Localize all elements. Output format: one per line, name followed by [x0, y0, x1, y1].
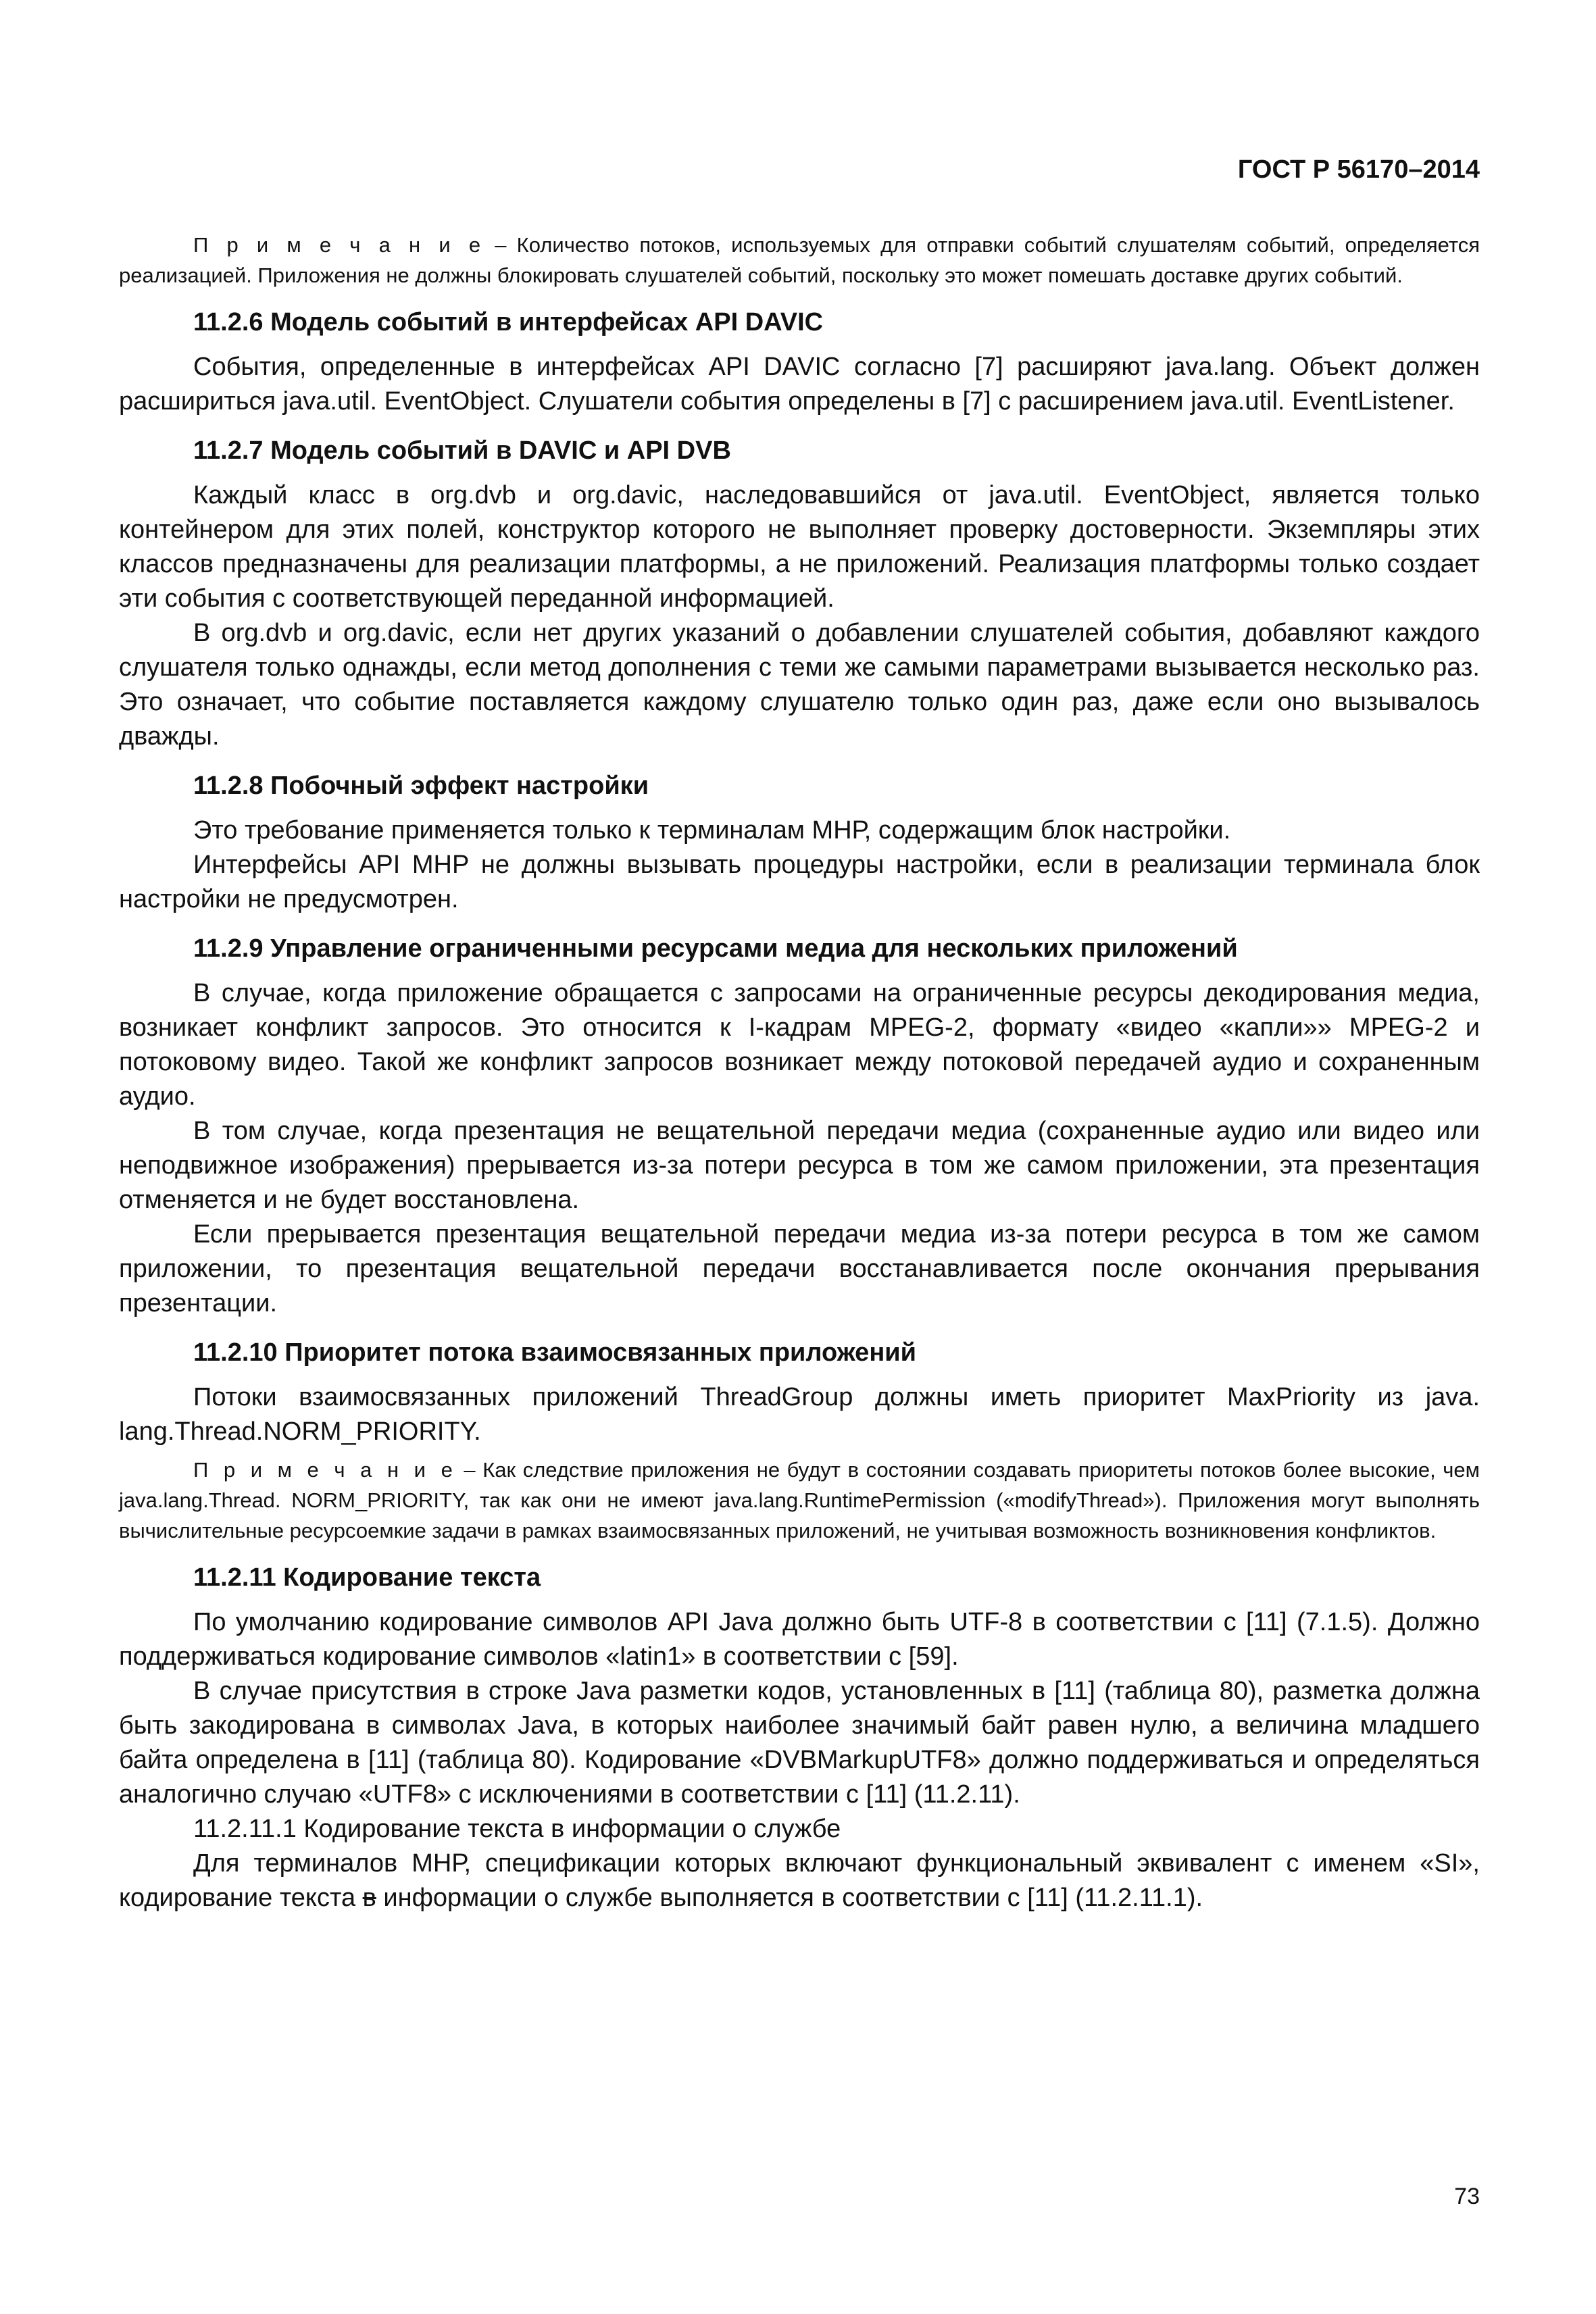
body-paragraph	[119, 1846, 1480, 1915]
spacer	[119, 1449, 1480, 1455]
body-paragraph: В том случае, когда презентация не вещательной передачи медиа (сохраненные аудио или видео или неподвижное изображения) прерывается из-за потери ресурса в том же самом приложении, эта презентация отменяется и не будет восстановлена.	[119, 1117, 1480, 1214]
struck-text: в	[362, 1884, 376, 1912]
body-paragraph: Если прерывается презентация вещательной передачи медиа из-за потери ресурса в том же самом приложении, то презентация вещательной передачи восстанавливается после окончания прерывания презентации.	[119, 1220, 1480, 1317]
body-paragraph: Потоки взаимосвязанных приложений ThreadGroup должны иметь приоритет MaxPriority из java. lang.Thread.NORM_PRIORITY.	[119, 1383, 1480, 1446]
subsection-title-11-2-11-1: 11.2.11.1 Кодирование текста в информации о службе	[193, 1815, 841, 1843]
section-heading-11-2-10: 11.2.10 Приоритет потока взаимосвязанных приложений	[193, 1338, 916, 1367]
body-paragraph: Это требование применяется только к терминалам МНР, содержащим блок настройки.	[193, 816, 1231, 845]
note-paragraph	[119, 230, 1480, 291]
section-heading-11-2-9: 11.2.9 Управление ограниченными ресурсами медиа для нескольких приложений	[193, 934, 1238, 963]
section-heading-11-2-11: 11.2.11 Кодирование текста	[193, 1563, 541, 1592]
body-paragraph: События, определенные в интерфейсах API DAVIC согласно [7] расширяют java.lang. Объект должен расшириться java.util. EventObject. Слушатели события определены в [7] с расширением java.util. EventListener.	[119, 353, 1480, 416]
section-heading-11-2-7: 11.2.7 Модель событий в DAVIC и API DVB	[193, 436, 731, 465]
section-heading-11-2-8: 11.2.8 Побочный эффект настройки	[193, 772, 649, 800]
page-content	[119, 230, 1480, 1915]
body-paragraph: Интерфейсы API МНР не должны вызывать процедуры настройки, если в реализации терминала блок настройки не предусмотрен.	[119, 851, 1480, 913]
page-number: 73	[1454, 2184, 1480, 2209]
body-paragraph: В случае присутствия в строке Java разметки кодов, установленных в [11] (таблица 80), разметка должна быть закодирована в символах Java, в которых наиболее значимый байт равен нулю, а величина младшего байта определена в [11] (таблица 80). Кодирование «DVBMarkupUTF8» должно поддерживаться и определяться аналогично случаю «UTF8» с исключениями в соответствии с [11] (11.2.11).	[119, 1677, 1480, 1809]
body-paragraph: В случае, когда приложение обращается с запросами на ограниченные ресурсы декодирования медиа, возникает конфликт запросов. Это относится к I-кадрам MPEG-2, формату «видео «капли»» MPEG-2 и потоковому видео. Такой же конфликт запросов возникает между потоковой передачей аудио и сохраненным аудио.	[119, 979, 1480, 1111]
note-label: П р и м е ч а н и е	[193, 1458, 457, 1482]
note-text: – Как следствие приложения не будут в состоянии создавать приоритеты потоков более высокие, чем java.lang.Thread. NORM_PRIORITY, так как они не имеют java.lang.RuntimePermission («modifyThread»). Приложения могут выполнять вычислительные ресурсоемкие задачи в рамках взаимосвязанных приложений, не учитывая возможность возникновения конфликтов.	[119, 1458, 1480, 1542]
note-text: – Количество потоков, используемых для отправки событий слушателям событий, определяется реализацией. Приложения не должны блокировать слушателей событий, поскольку это может помешать доставке других событий.	[119, 233, 1480, 287]
body-paragraph: Каждый класс в org.dvb и org.davic, наследовавшийся от java.util. EventObject, является только контейнером для этих полей, конструктор которого не выполняет проверку достоверности. Экземпляры этих классов предназначены для реализации платформы, а не приложений. Реализация платформы только создает эти события с соответствующей переданной информацией.	[119, 481, 1480, 613]
body-paragraph: По умолчанию кодирование символов API Java должно быть UTF-8 в соответствии с [11] (7.1.5). Должно поддерживаться кодирование символов «latin1» в соответствии с [59].	[119, 1608, 1480, 1671]
text-run: информации о службе выполняется в соответствии с [11] (11.2.11.1).	[376, 1884, 1203, 1912]
document-header: ГОСТ Р 56170–2014	[1237, 155, 1480, 184]
section-heading-11-2-6: 11.2.6 Модель событий в интерфейсах API DAVIC	[193, 308, 824, 336]
text-run: Для терминалов МНР, спецификации которых включают функциональный эквивалент с именем «SI», кодирование текста	[119, 1849, 1480, 1912]
note-paragraph	[119, 1455, 1480, 1546]
note-label: П р и м е ч а н и е	[193, 233, 485, 257]
body-paragraph: В org.dvb и org.davic, если нет других указаний о добавлении слушателей события, добавляют каждого слушателя только однажды, если метод дополнения с теми же самыми параметрами вызывается несколько раз. Это означает, что событие поставляется каждому слушателю только один раз, даже если оно вызывалось дважды.	[119, 619, 1480, 751]
